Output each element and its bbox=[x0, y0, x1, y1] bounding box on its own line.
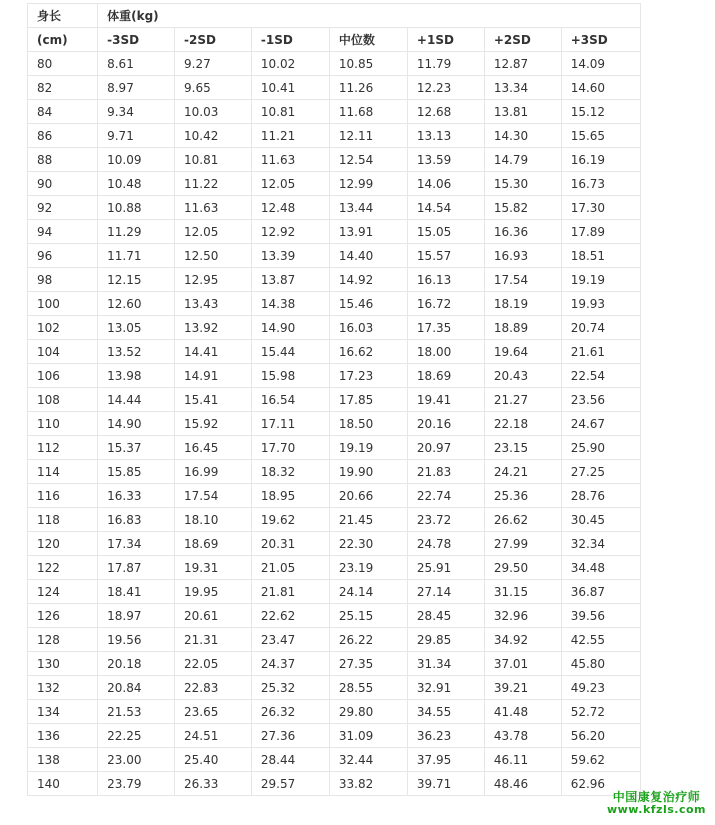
weight-cell: 23.65 bbox=[175, 700, 252, 724]
weight-cell: 16.36 bbox=[484, 220, 561, 244]
height-unit: (cm) bbox=[28, 28, 98, 52]
weight-cell: 14.91 bbox=[175, 364, 252, 388]
weight-cell: 12.68 bbox=[407, 100, 484, 124]
weight-cell: 25.40 bbox=[175, 748, 252, 772]
weight-cell: 31.34 bbox=[407, 652, 484, 676]
weight-cell: 25.36 bbox=[484, 484, 561, 508]
weight-cell: 28.55 bbox=[329, 676, 407, 700]
weight-cell: 27.99 bbox=[484, 532, 561, 556]
weight-cell: 13.98 bbox=[98, 364, 175, 388]
weight-cell: 24.67 bbox=[561, 412, 640, 436]
weight-cell: 27.35 bbox=[329, 652, 407, 676]
table-row bbox=[28, 100, 641, 124]
table-row bbox=[28, 724, 641, 748]
weight-cell: 24.14 bbox=[329, 580, 407, 604]
weight-cell: 20.43 bbox=[484, 364, 561, 388]
weight-cell: 10.81 bbox=[251, 100, 329, 124]
column-header: 中位数 bbox=[329, 28, 407, 52]
weight-cell: 11.79 bbox=[407, 52, 484, 76]
weight-cell: 16.03 bbox=[329, 316, 407, 340]
weight-cell: 11.68 bbox=[329, 100, 407, 124]
height-cell: 88 bbox=[28, 148, 98, 172]
weight-cell: 19.56 bbox=[98, 628, 175, 652]
weight-cell: 19.62 bbox=[251, 508, 329, 532]
weight-cell: 18.89 bbox=[484, 316, 561, 340]
weight-cell: 23.79 bbox=[98, 772, 175, 796]
weight-cell: 25.91 bbox=[407, 556, 484, 580]
height-cell: 104 bbox=[28, 340, 98, 364]
height-cell: 132 bbox=[28, 676, 98, 700]
weight-cell: 18.51 bbox=[561, 244, 640, 268]
column-header: +2SD bbox=[484, 28, 561, 52]
weight-cell: 19.64 bbox=[484, 340, 561, 364]
weight-cell: 36.87 bbox=[561, 580, 640, 604]
weight-cell: 24.21 bbox=[484, 460, 561, 484]
weight-cell: 18.41 bbox=[98, 580, 175, 604]
height-cell: 106 bbox=[28, 364, 98, 388]
weight-cell: 13.43 bbox=[175, 292, 252, 316]
height-cell: 140 bbox=[28, 772, 98, 796]
weight-cell: 14.92 bbox=[329, 268, 407, 292]
weight-cell: 29.50 bbox=[484, 556, 561, 580]
weight-cell: 27.14 bbox=[407, 580, 484, 604]
weight-cell: 41.48 bbox=[484, 700, 561, 724]
weight-cell: 21.27 bbox=[484, 388, 561, 412]
weight-cell: 18.97 bbox=[98, 604, 175, 628]
weight-cell: 18.00 bbox=[407, 340, 484, 364]
height-cell: 118 bbox=[28, 508, 98, 532]
weight-cell: 29.85 bbox=[407, 628, 484, 652]
weight-cell: 37.01 bbox=[484, 652, 561, 676]
weight-cell: 10.48 bbox=[98, 172, 175, 196]
weight-cell: 32.91 bbox=[407, 676, 484, 700]
weight-cell: 17.87 bbox=[98, 556, 175, 580]
weight-cell: 12.60 bbox=[98, 292, 175, 316]
height-cell: 130 bbox=[28, 652, 98, 676]
weight-cell: 28.44 bbox=[251, 748, 329, 772]
weight-cell: 10.02 bbox=[251, 52, 329, 76]
weight-cell: 22.74 bbox=[407, 484, 484, 508]
weight-cell: 20.97 bbox=[407, 436, 484, 460]
weight-cell: 11.21 bbox=[251, 124, 329, 148]
weight-cell: 15.57 bbox=[407, 244, 484, 268]
weight-cell: 12.05 bbox=[251, 172, 329, 196]
weight-cell: 21.81 bbox=[251, 580, 329, 604]
table-row bbox=[28, 268, 641, 292]
weight-cell: 19.95 bbox=[175, 580, 252, 604]
weight-cell: 39.21 bbox=[484, 676, 561, 700]
weight-cell: 11.29 bbox=[98, 220, 175, 244]
weight-cell: 18.69 bbox=[175, 532, 252, 556]
table-row bbox=[28, 76, 641, 100]
weight-cell: 17.70 bbox=[251, 436, 329, 460]
weight-cell: 20.61 bbox=[175, 604, 252, 628]
height-cell: 96 bbox=[28, 244, 98, 268]
weight-cell: 11.22 bbox=[175, 172, 252, 196]
weight-cell: 22.54 bbox=[561, 364, 640, 388]
table-row bbox=[28, 220, 641, 244]
weight-cell: 26.22 bbox=[329, 628, 407, 652]
weight-cell: 16.45 bbox=[175, 436, 252, 460]
weight-cell: 59.62 bbox=[561, 748, 640, 772]
weight-cell: 9.27 bbox=[175, 52, 252, 76]
weight-cell: 16.33 bbox=[98, 484, 175, 508]
weight-cell: 13.59 bbox=[407, 148, 484, 172]
height-cell: 84 bbox=[28, 100, 98, 124]
weight-cell: 24.78 bbox=[407, 532, 484, 556]
table-row bbox=[28, 436, 641, 460]
table-row bbox=[28, 460, 641, 484]
height-cell: 112 bbox=[28, 436, 98, 460]
weight-cell: 12.05 bbox=[175, 220, 252, 244]
table-row bbox=[28, 244, 641, 268]
weight-cell: 13.44 bbox=[329, 196, 407, 220]
weight-cell: 33.82 bbox=[329, 772, 407, 796]
height-header: 身长 bbox=[28, 4, 98, 28]
weight-cell: 19.31 bbox=[175, 556, 252, 580]
weight-cell: 15.41 bbox=[175, 388, 252, 412]
watermark-url: www.kfzls.com bbox=[606, 803, 706, 817]
weight-cell: 20.84 bbox=[98, 676, 175, 700]
weight-cell: 27.36 bbox=[251, 724, 329, 748]
weight-cell: 10.09 bbox=[98, 148, 175, 172]
weight-cell: 43.78 bbox=[484, 724, 561, 748]
height-cell: 86 bbox=[28, 124, 98, 148]
column-header: +3SD bbox=[561, 28, 640, 52]
weight-cell: 15.46 bbox=[329, 292, 407, 316]
weight-cell: 27.25 bbox=[561, 460, 640, 484]
weight-cell: 32.96 bbox=[484, 604, 561, 628]
height-cell: 90 bbox=[28, 172, 98, 196]
weight-cell: 13.39 bbox=[251, 244, 329, 268]
weight-cell: 20.74 bbox=[561, 316, 640, 340]
table-row bbox=[28, 172, 641, 196]
weight-cell: 12.48 bbox=[251, 196, 329, 220]
weight-cell: 15.85 bbox=[98, 460, 175, 484]
weight-cell: 21.05 bbox=[251, 556, 329, 580]
table-row bbox=[28, 148, 641, 172]
site-watermark bbox=[607, 791, 706, 817]
table-body bbox=[28, 52, 641, 796]
weight-cell: 25.32 bbox=[251, 676, 329, 700]
weight-cell: 56.20 bbox=[561, 724, 640, 748]
weight-cell: 16.54 bbox=[251, 388, 329, 412]
weight-cell: 18.50 bbox=[329, 412, 407, 436]
height-cell: 108 bbox=[28, 388, 98, 412]
growth-standard-table bbox=[27, 3, 641, 796]
weight-cell: 12.11 bbox=[329, 124, 407, 148]
column-header: -1SD bbox=[251, 28, 329, 52]
weight-cell: 18.19 bbox=[484, 292, 561, 316]
weight-cell: 8.61 bbox=[98, 52, 175, 76]
weight-cell: 12.54 bbox=[329, 148, 407, 172]
weight-cell: 15.30 bbox=[484, 172, 561, 196]
weight-cell: 22.18 bbox=[484, 412, 561, 436]
weight-cell: 16.73 bbox=[561, 172, 640, 196]
height-cell: 110 bbox=[28, 412, 98, 436]
weight-cell: 10.88 bbox=[98, 196, 175, 220]
weight-cell: 19.41 bbox=[407, 388, 484, 412]
weight-cell: 22.25 bbox=[98, 724, 175, 748]
weight-cell: 16.99 bbox=[175, 460, 252, 484]
weight-cell: 15.98 bbox=[251, 364, 329, 388]
column-header: -2SD bbox=[175, 28, 252, 52]
weight-cell: 37.95 bbox=[407, 748, 484, 772]
weight-cell: 12.50 bbox=[175, 244, 252, 268]
weight-cell: 12.92 bbox=[251, 220, 329, 244]
table-row bbox=[28, 604, 641, 628]
weight-header: 体重(kg) bbox=[98, 4, 641, 28]
weight-cell: 16.93 bbox=[484, 244, 561, 268]
weight-cell: 13.13 bbox=[407, 124, 484, 148]
table-row bbox=[28, 484, 641, 508]
weight-cell: 8.97 bbox=[98, 76, 175, 100]
table-row bbox=[28, 340, 641, 364]
weight-cell: 15.65 bbox=[561, 124, 640, 148]
table-row bbox=[28, 532, 641, 556]
weight-cell: 23.56 bbox=[561, 388, 640, 412]
weight-cell: 13.05 bbox=[98, 316, 175, 340]
weight-cell: 14.06 bbox=[407, 172, 484, 196]
weight-cell: 24.51 bbox=[175, 724, 252, 748]
weight-cell: 23.15 bbox=[484, 436, 561, 460]
weight-cell: 23.72 bbox=[407, 508, 484, 532]
weight-cell: 14.40 bbox=[329, 244, 407, 268]
weight-cell: 18.10 bbox=[175, 508, 252, 532]
height-cell: 80 bbox=[28, 52, 98, 76]
weight-cell: 19.90 bbox=[329, 460, 407, 484]
table-row bbox=[28, 292, 641, 316]
height-cell: 102 bbox=[28, 316, 98, 340]
height-cell: 120 bbox=[28, 532, 98, 556]
weight-cell: 19.19 bbox=[329, 436, 407, 460]
weight-cell: 15.05 bbox=[407, 220, 484, 244]
weight-cell: 23.19 bbox=[329, 556, 407, 580]
table-row bbox=[28, 412, 641, 436]
weight-cell: 45.80 bbox=[561, 652, 640, 676]
weight-cell: 10.03 bbox=[175, 100, 252, 124]
weight-cell: 13.92 bbox=[175, 316, 252, 340]
weight-cell: 10.81 bbox=[175, 148, 252, 172]
table-row bbox=[28, 700, 641, 724]
weight-cell: 31.15 bbox=[484, 580, 561, 604]
weight-cell: 18.95 bbox=[251, 484, 329, 508]
weight-cell: 9.65 bbox=[175, 76, 252, 100]
height-cell: 128 bbox=[28, 628, 98, 652]
weight-cell: 17.11 bbox=[251, 412, 329, 436]
table-row bbox=[28, 676, 641, 700]
weight-cell: 17.35 bbox=[407, 316, 484, 340]
weight-cell: 13.91 bbox=[329, 220, 407, 244]
weight-cell: 22.83 bbox=[175, 676, 252, 700]
weight-cell: 16.13 bbox=[407, 268, 484, 292]
weight-cell: 26.32 bbox=[251, 700, 329, 724]
weight-cell: 12.15 bbox=[98, 268, 175, 292]
weight-cell: 39.56 bbox=[561, 604, 640, 628]
weight-cell: 15.44 bbox=[251, 340, 329, 364]
weight-cell: 15.82 bbox=[484, 196, 561, 220]
weight-cell: 10.41 bbox=[251, 76, 329, 100]
table-row bbox=[28, 628, 641, 652]
table-row bbox=[28, 556, 641, 580]
weight-cell: 36.23 bbox=[407, 724, 484, 748]
weight-cell: 17.30 bbox=[561, 196, 640, 220]
weight-cell: 16.19 bbox=[561, 148, 640, 172]
weight-cell: 14.60 bbox=[561, 76, 640, 100]
column-header: -3SD bbox=[98, 28, 175, 52]
height-cell: 134 bbox=[28, 700, 98, 724]
table-row bbox=[28, 652, 641, 676]
weight-cell: 26.62 bbox=[484, 508, 561, 532]
weight-cell: 62.96 bbox=[561, 772, 640, 796]
weight-cell: 39.71 bbox=[407, 772, 484, 796]
weight-cell: 21.53 bbox=[98, 700, 175, 724]
table-subheader-row bbox=[28, 28, 641, 52]
weight-cell: 14.44 bbox=[98, 388, 175, 412]
weight-cell: 14.79 bbox=[484, 148, 561, 172]
weight-cell: 16.83 bbox=[98, 508, 175, 532]
table-row bbox=[28, 316, 641, 340]
height-cell: 94 bbox=[28, 220, 98, 244]
weight-cell: 26.33 bbox=[175, 772, 252, 796]
weight-cell: 20.66 bbox=[329, 484, 407, 508]
weight-cell: 25.90 bbox=[561, 436, 640, 460]
table-row bbox=[28, 748, 641, 772]
weight-cell: 13.34 bbox=[484, 76, 561, 100]
weight-cell: 23.00 bbox=[98, 748, 175, 772]
weight-cell: 17.89 bbox=[561, 220, 640, 244]
weight-cell: 21.61 bbox=[561, 340, 640, 364]
height-cell: 100 bbox=[28, 292, 98, 316]
height-cell: 82 bbox=[28, 76, 98, 100]
weight-cell: 16.72 bbox=[407, 292, 484, 316]
watermark-name: 中国康复治疗师 bbox=[612, 789, 701, 804]
weight-cell: 22.05 bbox=[175, 652, 252, 676]
height-cell: 114 bbox=[28, 460, 98, 484]
weight-cell: 14.09 bbox=[561, 52, 640, 76]
weight-cell: 14.90 bbox=[251, 316, 329, 340]
weight-cell: 32.44 bbox=[329, 748, 407, 772]
weight-cell: 20.16 bbox=[407, 412, 484, 436]
weight-cell: 23.47 bbox=[251, 628, 329, 652]
weight-cell: 11.71 bbox=[98, 244, 175, 268]
weight-cell: 21.45 bbox=[329, 508, 407, 532]
height-cell: 126 bbox=[28, 604, 98, 628]
table-row bbox=[28, 124, 641, 148]
weight-cell: 14.38 bbox=[251, 292, 329, 316]
weight-cell: 32.34 bbox=[561, 532, 640, 556]
weight-cell: 21.31 bbox=[175, 628, 252, 652]
weight-cell: 15.12 bbox=[561, 100, 640, 124]
weight-cell: 18.69 bbox=[407, 364, 484, 388]
table-row bbox=[28, 52, 641, 76]
weight-cell: 18.32 bbox=[251, 460, 329, 484]
weight-cell: 19.19 bbox=[561, 268, 640, 292]
weight-cell: 29.80 bbox=[329, 700, 407, 724]
weight-cell: 10.42 bbox=[175, 124, 252, 148]
weight-cell: 11.63 bbox=[175, 196, 252, 220]
weight-cell: 31.09 bbox=[329, 724, 407, 748]
table-row bbox=[28, 364, 641, 388]
height-cell: 122 bbox=[28, 556, 98, 580]
weight-cell: 10.85 bbox=[329, 52, 407, 76]
weight-cell: 48.46 bbox=[484, 772, 561, 796]
weight-cell: 49.23 bbox=[561, 676, 640, 700]
column-header: +1SD bbox=[407, 28, 484, 52]
weight-cell: 22.62 bbox=[251, 604, 329, 628]
weight-cell: 12.99 bbox=[329, 172, 407, 196]
table-row bbox=[28, 772, 641, 796]
height-cell: 124 bbox=[28, 580, 98, 604]
weight-cell: 13.52 bbox=[98, 340, 175, 364]
weight-cell: 52.72 bbox=[561, 700, 640, 724]
height-cell: 98 bbox=[28, 268, 98, 292]
height-cell: 116 bbox=[28, 484, 98, 508]
weight-cell: 17.34 bbox=[98, 532, 175, 556]
weight-cell: 19.93 bbox=[561, 292, 640, 316]
weight-cell: 13.81 bbox=[484, 100, 561, 124]
weight-cell: 34.48 bbox=[561, 556, 640, 580]
weight-cell: 24.37 bbox=[251, 652, 329, 676]
weight-cell: 14.90 bbox=[98, 412, 175, 436]
weight-cell: 21.83 bbox=[407, 460, 484, 484]
table-row bbox=[28, 508, 641, 532]
weight-cell: 28.45 bbox=[407, 604, 484, 628]
weight-cell: 30.45 bbox=[561, 508, 640, 532]
weight-cell: 20.18 bbox=[98, 652, 175, 676]
height-cell: 138 bbox=[28, 748, 98, 772]
weight-cell: 29.57 bbox=[251, 772, 329, 796]
weight-cell: 34.92 bbox=[484, 628, 561, 652]
weight-cell: 12.95 bbox=[175, 268, 252, 292]
weight-cell: 17.23 bbox=[329, 364, 407, 388]
weight-cell: 46.11 bbox=[484, 748, 561, 772]
table-row bbox=[28, 196, 641, 220]
weight-cell: 17.54 bbox=[484, 268, 561, 292]
weight-cell: 9.71 bbox=[98, 124, 175, 148]
weight-cell: 25.15 bbox=[329, 604, 407, 628]
weight-cell: 9.34 bbox=[98, 100, 175, 124]
weight-cell: 13.87 bbox=[251, 268, 329, 292]
weight-cell: 14.30 bbox=[484, 124, 561, 148]
weight-cell: 34.55 bbox=[407, 700, 484, 724]
weight-cell: 20.31 bbox=[251, 532, 329, 556]
weight-cell: 11.63 bbox=[251, 148, 329, 172]
weight-cell: 17.85 bbox=[329, 388, 407, 412]
weight-cell: 11.26 bbox=[329, 76, 407, 100]
weight-cell: 12.23 bbox=[407, 76, 484, 100]
table-row bbox=[28, 580, 641, 604]
weight-cell: 15.37 bbox=[98, 436, 175, 460]
height-cell: 136 bbox=[28, 724, 98, 748]
table-header-row bbox=[28, 4, 641, 28]
weight-cell: 14.54 bbox=[407, 196, 484, 220]
table-row bbox=[28, 388, 641, 412]
weight-cell: 16.62 bbox=[329, 340, 407, 364]
weight-cell: 17.54 bbox=[175, 484, 252, 508]
weight-cell: 15.92 bbox=[175, 412, 252, 436]
weight-cell: 14.41 bbox=[175, 340, 252, 364]
height-cell: 92 bbox=[28, 196, 98, 220]
weight-cell: 12.87 bbox=[484, 52, 561, 76]
weight-cell: 28.76 bbox=[561, 484, 640, 508]
weight-cell: 22.30 bbox=[329, 532, 407, 556]
weight-cell: 42.55 bbox=[561, 628, 640, 652]
